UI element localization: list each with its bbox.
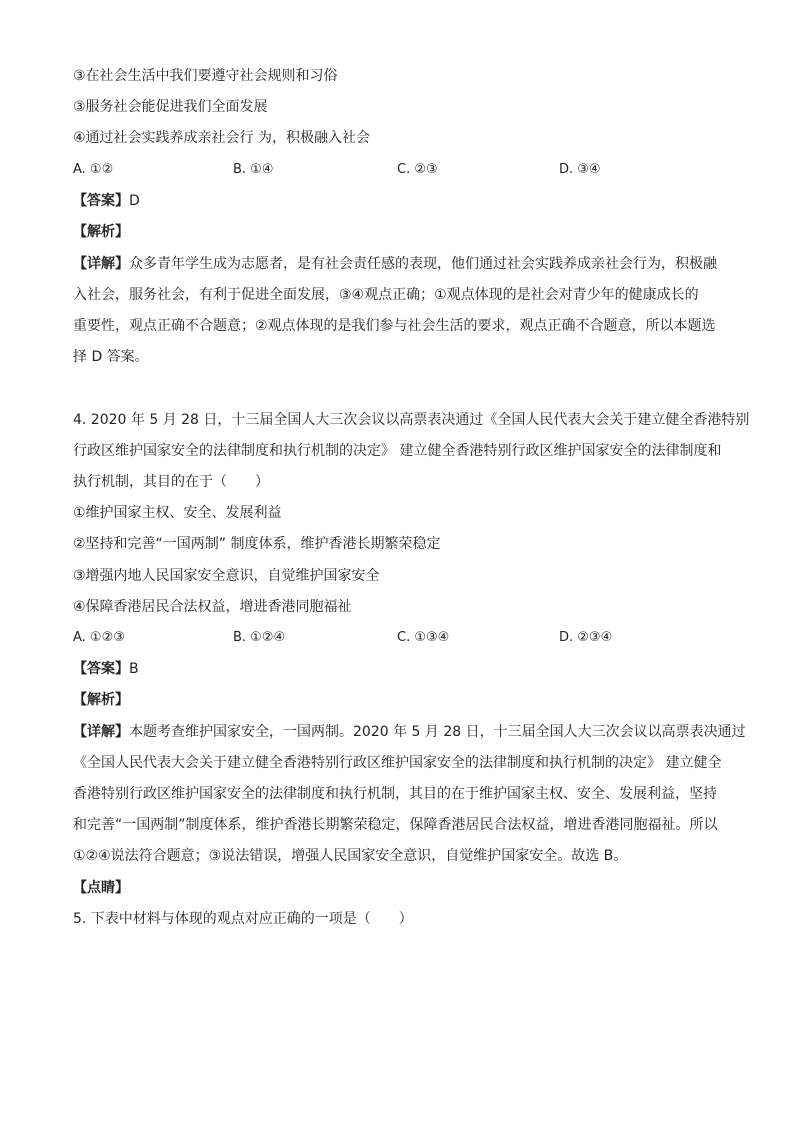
detail-line-2: 入社会，服务社会，有利于促进全面发展，③④观点正确；①观点体现的是社会对青少年的健康成长的 [73,287,699,303]
option-c: C. ②③ [397,162,438,177]
detail-line-4: 择 D 答案。 [73,349,149,365]
answer-tag: 【答案】 [73,193,129,209]
q4-statement-2: ②坚持和完善“一国两制” 制度体系，维护香港长期繁荣稳定 [73,536,441,552]
detail-tag: 【详解】 [73,256,129,272]
answer-line [73,191,140,211]
q4-analysis-tag: 【解析】 [73,692,129,708]
answer-value: D [129,193,140,209]
analysis-tag: 【解析】 [73,224,129,240]
q4-answer-tag: 【答案】 [73,661,129,677]
q4-detail-line-2: 《全国人民代表大会关于建立健全香港特别行政区维护国家安全的法律制度和执行机制的决定》 建立健全 [73,755,722,771]
detail-text: 众多青年学生成为志愿者，是有社会责任感的表现，他们通过社会实践养成亲社会行为，积极融 [129,256,717,272]
question-5-stem: 5. 下表中材料与体现的观点对应正确的一项是（ ） [73,911,413,927]
q4-detail-tag: 【详解】 [73,724,129,740]
q4-note-tag: 【点睛】 [73,880,129,896]
detail-line-1 [73,254,717,274]
q4-detail-line-5: ①②④说法符合题意；③说法错误，增强人民国家安全意识，自觉维护国家安全。故选 B。 [73,848,628,864]
q4-note-heading [73,878,129,898]
q4-option-a: A. ①②③ [73,630,125,645]
q4-analysis-heading [73,690,129,710]
q4-statement-3: ③增强内地人民国家安全意识，自觉维护国家安全 [73,568,380,584]
q4-statement-4: ④保障香港居民合法权益，增进香港同胞福祉 [73,599,352,615]
q4-answer-line [73,659,139,679]
q4-detail-text: 本题考查维护国家安全，一国两制。2020 年 5 月 28 日，十三届全国人大三次会议以高票表决通过 [129,724,746,740]
option-b: B. ①④ [233,162,274,177]
detail-line-3: 重要性，观点正确不合题意；②观点体现的是我们参与社会生活的要求，观点正确不合题意，所以本题选 [73,318,716,334]
q4-detail-line-4: 和完善“一国两制”制度体系，维护香港长期繁荣稳定，保障香港居民合法权益，增进香港同胞福祉。所以 [73,817,718,833]
question-4-stem-3: 执行机制，其目的在于（ ） [73,474,269,490]
q4-detail-line-3: 香港特别行政区维护国家安全的法律制度和执行机制，其目的在于维护国家主权、安全、发展利益，坚持 [73,786,717,802]
statement-3: ③在社会生活中我们要遵守社会规则和习俗 [73,68,338,84]
q4-option-b: B. ①②④ [233,630,286,645]
option-d: D. ③④ [559,162,601,177]
option-a: A. ①② [73,162,114,177]
statement-3b: ③服务社会能促进我们全面发展 [73,99,268,115]
question-4-stem-2: 行政区维护国家安全的法律制度和执行机制的决定》 建立健全香港特别行政区维护国家安全的法律制度和 [73,443,722,459]
q4-statement-1: ①维护国家主权、安全、发展利益 [73,505,282,521]
question-4-stem-1: 4. 2020 年 5 月 28 日，十三届全国人大三次会议以高票表决通过《全国人民代表大会关于建立健全香港特别 [73,412,750,428]
q4-option-d: D. ②③④ [559,630,613,645]
q4-option-c: C. ①③④ [397,630,450,645]
statement-4: ④通过社会实践养成亲社会行 为，积极融入社会 [73,130,370,146]
analysis-heading [73,222,129,242]
q4-detail-line-1 [73,722,746,742]
q4-answer-value: B [129,661,139,677]
